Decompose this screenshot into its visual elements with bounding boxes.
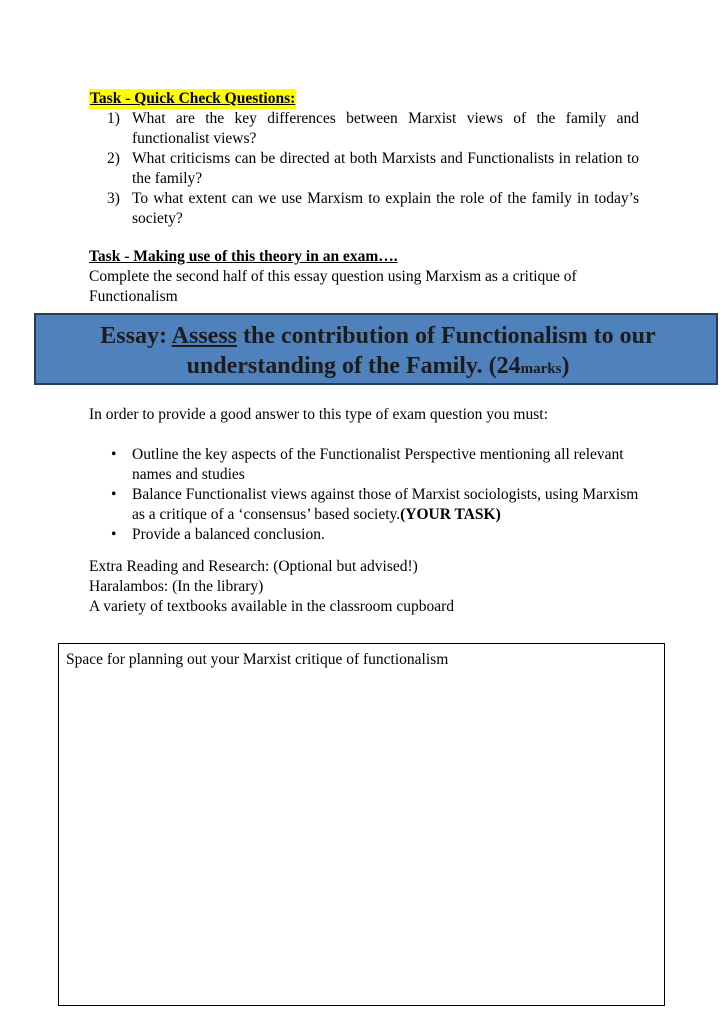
task1-title: Task - Quick Check Questions: [90, 90, 296, 107]
question-text: What criticisms can be directed at both Marxists and Functionalists in relation to the family? [132, 150, 639, 187]
extra-reading [89, 557, 454, 617]
question-item [89, 149, 639, 189]
list-item [89, 445, 649, 485]
question-number: 2) [107, 150, 120, 167]
bullet-icon: • [111, 446, 117, 463]
extra-line: A variety of textbooks available in the classroom cupboard [89, 598, 455, 615]
bullet-text: Balance Functionalist views against those of Marxist sociologists, using Marxism as a critique of a ‘consensus’ based society. [132, 486, 639, 523]
question-item [89, 189, 639, 229]
essay-prefix: Essay: [100, 323, 172, 349]
guidance-bullets [89, 445, 649, 545]
bullet-text: Provide a balanced conclusion. [132, 526, 325, 543]
question-number: 1) [107, 110, 120, 127]
your-task-label: (YOUR TASK) [400, 506, 501, 523]
essay-assess-word: Assess [171, 323, 237, 349]
question-text: What are the key differences between Marxist views of the family and functionalist views? [132, 110, 639, 147]
extra-line: Extra Reading and Research: (Optional but advised!) [89, 558, 418, 575]
task2-text: Complete the second half of this essay question using Marxism as a critique of Functionalism [89, 268, 577, 305]
essay-close: ) [561, 353, 570, 379]
task2-title: Task - Making use of this theory in an exam…. [89, 248, 398, 265]
planning-box[interactable] [58, 643, 665, 1006]
question-item [89, 109, 639, 149]
question-text: To what extent can we use Marxism to explain the role of the family in today’s society? [132, 190, 639, 227]
essay-banner [34, 313, 718, 385]
essay-marks: marks [520, 361, 562, 377]
bullet-text: Outline the key aspects of the Functionalist Perspective mentioning all relevant names and studies [132, 446, 624, 483]
planning-box-label: Space for planning out your Marxist critique of functionalism [66, 651, 449, 668]
bullet-icon: • [111, 486, 117, 503]
bullet-icon: • [111, 526, 117, 543]
question-number: 3) [107, 190, 120, 207]
list-item [89, 525, 649, 545]
list-item [89, 485, 649, 525]
essay-line1-rest: the contribution of Functionalism to our [237, 323, 656, 349]
essay-line2: understanding of the Family. (24 [186, 353, 521, 379]
guidance-intro: In order to provide a good answer to this type of exam question you must: [89, 406, 548, 423]
quick-check-questions [89, 109, 639, 229]
extra-line: Haralambos: (In the library) [89, 578, 264, 595]
essay-question [36, 321, 720, 384]
